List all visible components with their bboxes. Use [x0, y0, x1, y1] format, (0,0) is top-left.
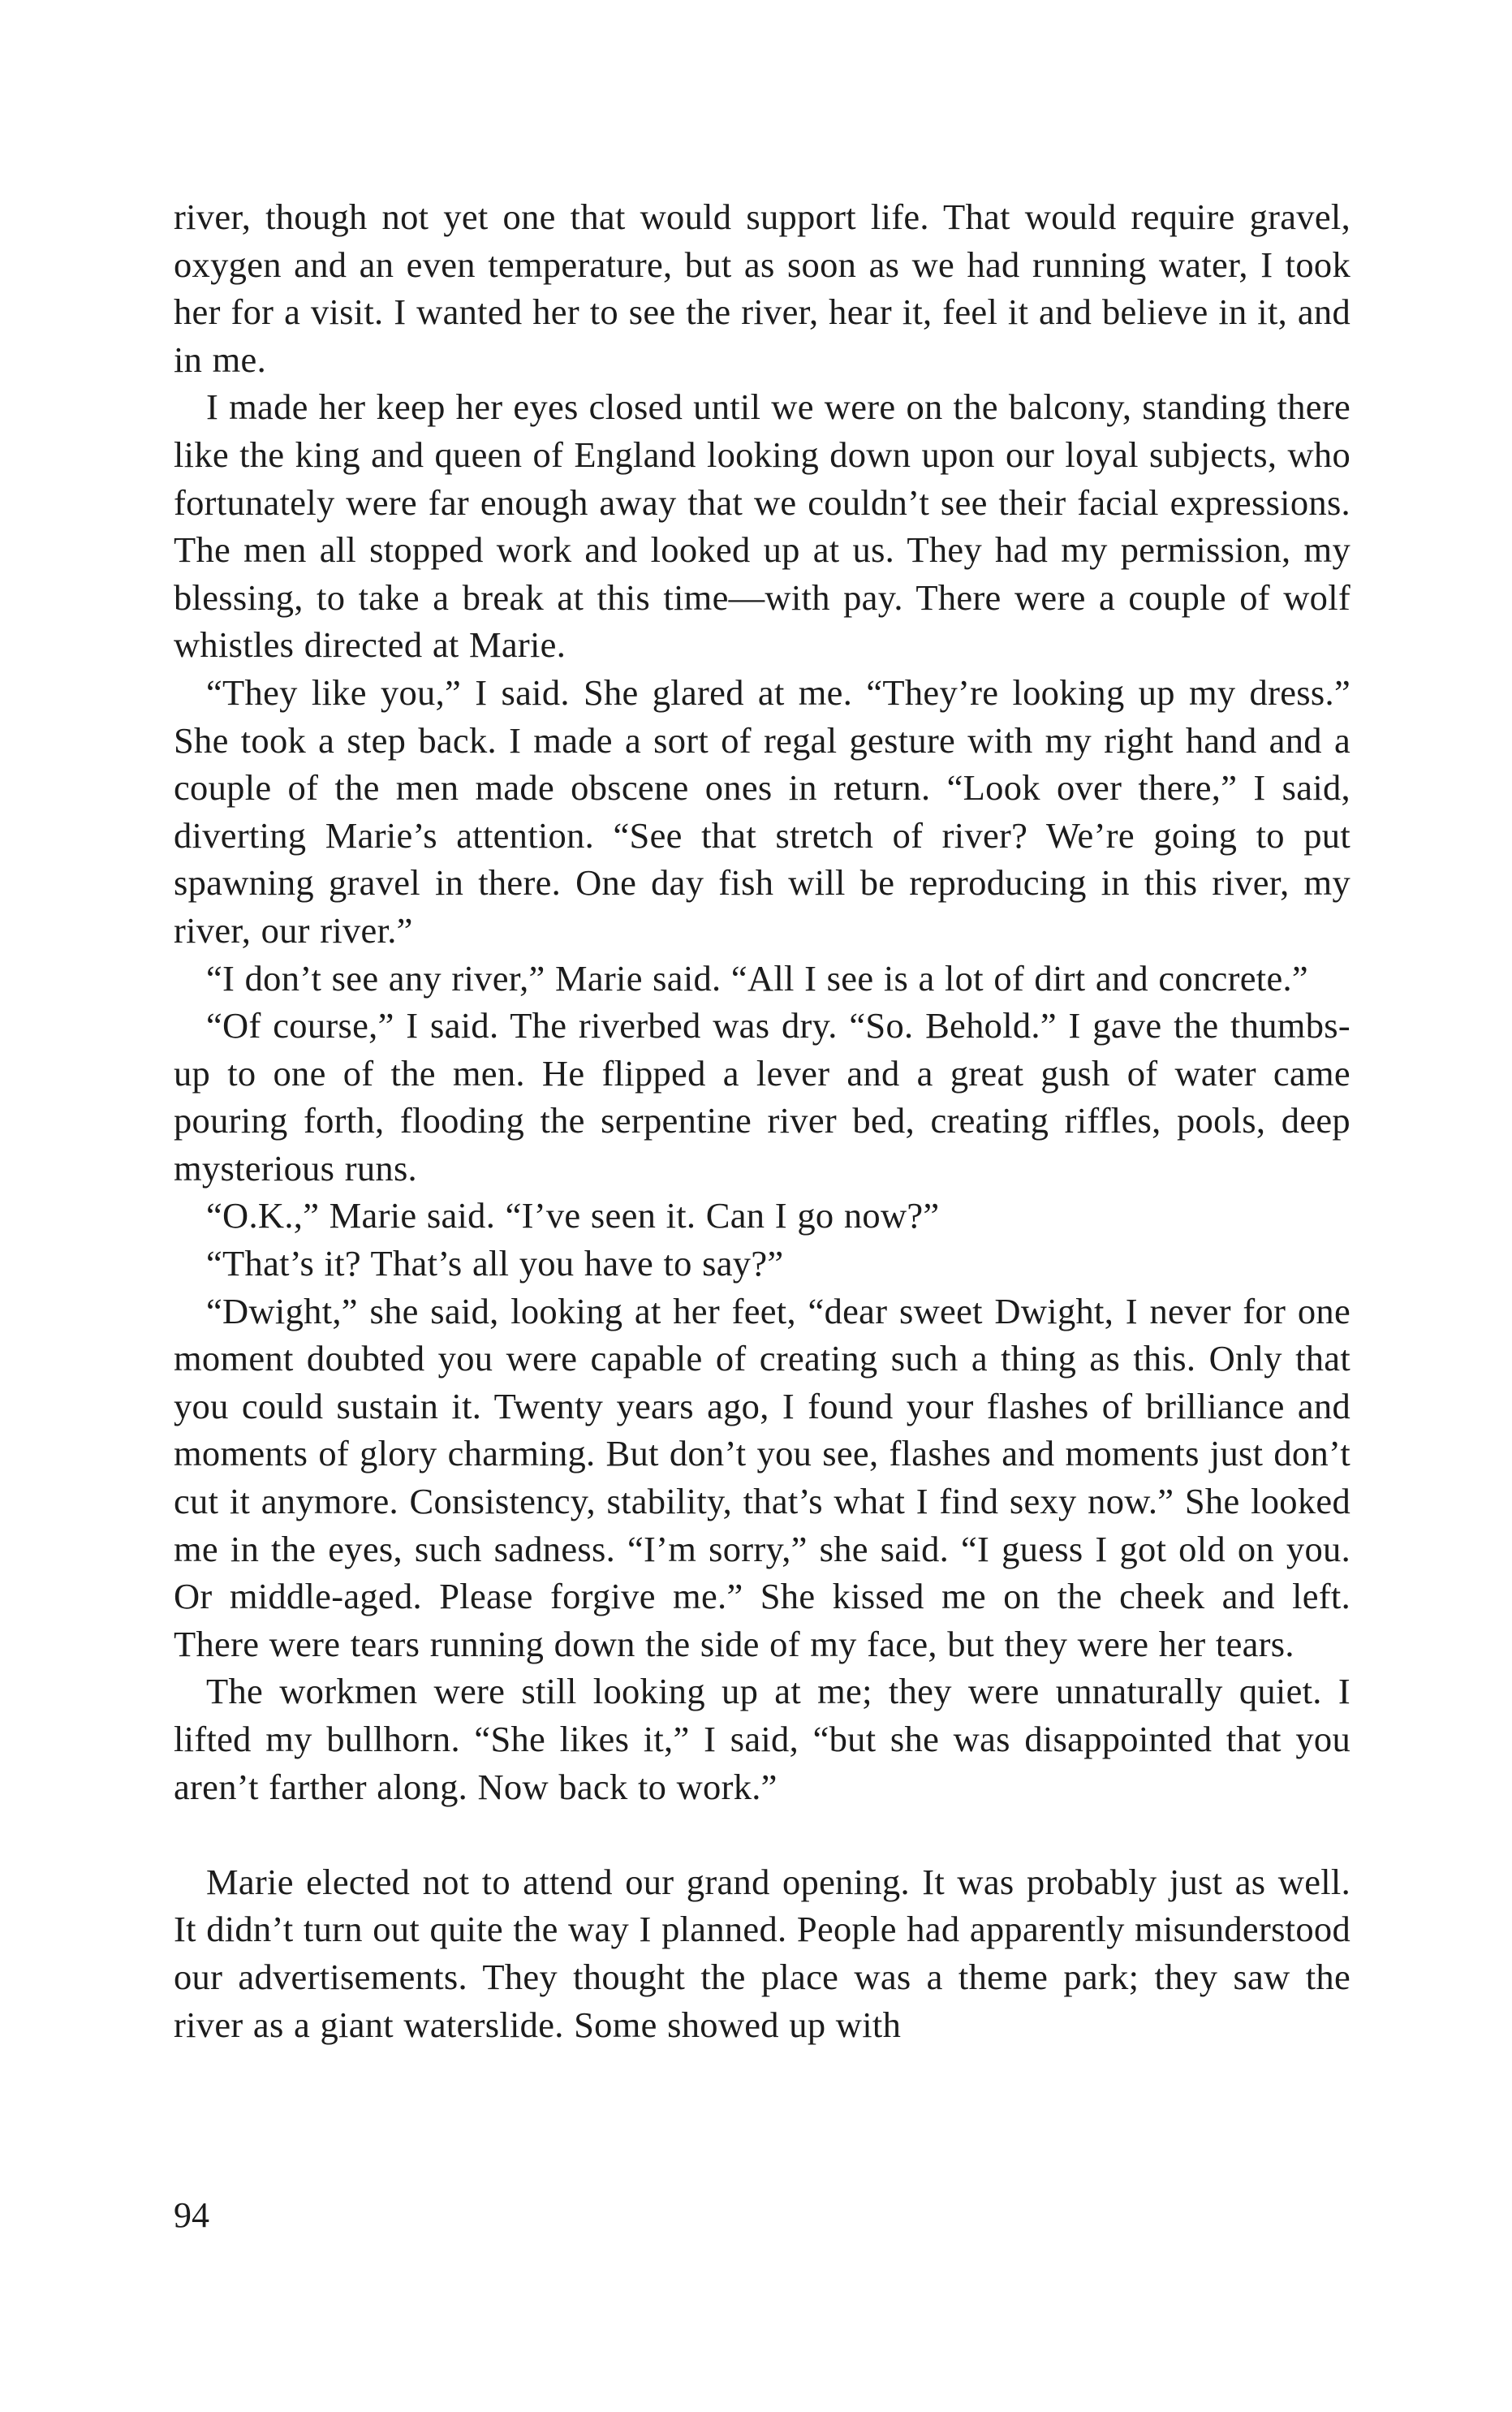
- section-break: [174, 1810, 1350, 1858]
- paragraph-ok: “O.K.,” Marie said. “I’ve seen it. Can I go now?”: [206, 1195, 940, 1236]
- body-text: [174, 193, 1350, 2048]
- paragraph-dont-see-river: “I don’t see any river,” Marie said. “All I see is a lot of dirt and concrete.”: [206, 957, 1308, 999]
- page-number: 94: [174, 2195, 209, 2235]
- paragraph-thats-it: “That’s it? That’s all you have to say?”: [206, 1243, 784, 1284]
- paragraph-balcony: I made her keep her eyes closed until we were on the balcony, standing there like the king and queen of England looking down upon our loyal subjects, who fortunately were far enough away that we couldn’t see their facial expressions. The men all stopped work and looked up at us. They had my permission, my blessing, to take a break at this time—with pay. There were a couple of wolf whistles directed at Marie.: [174, 386, 1350, 666]
- paragraph-workmen: The workmen were still looking up at me; they were unnaturally quiet. I lifted my bullhorn. “She likes it,” I said, “but she was disappointed that you aren’t farther along. Now back to work.”: [174, 1671, 1350, 1807]
- paragraph-they-like-you: “They like you,” I said. She glared at me. “They’re looking up my dress.” She took a step back. I made a sort of regal gesture with my right hand and a couple of the men made obscene ones in return. “Look over there,” I said, diverting Marie’s attention. “See that stretch of river? We’re going to put spawning gravel in there. One day fish will be reproducing in this river, my river, our river.”: [174, 671, 1350, 951]
- paragraph-grand-opening: Marie elected not to attend our grand opening. It was probably just as well. It didn’t turn out quite the way I planned. People had apparently misunderstood our advertisements. They thought the place was a theme park; they saw the river as a giant waterslide. Some showed up with: [174, 1861, 1350, 2045]
- paragraph-continuation: river, though not yet one that would support life. That would require gravel, oxygen and an even temperature, but as soon as we had running water, I took her for a visit. I wanted her to see the river, hear it, feel it and believe in it, and in me.: [174, 196, 1350, 380]
- paragraph-behold: “Of course,” I said. The riverbed was dry. “So. Behold.” I gave the thumbs-up to one of the men. He flipped a lever and a great gush of water came pouring forth, flooding the serpentine river bed, creating riffles, pools, deep mysterious runs.: [174, 1005, 1350, 1189]
- paragraph-dwight: “Dwight,” she said, looking at her feet, “dear sweet Dwight, I never for one moment doubted you were capable of creating such a thing as this. Only that you could sustain it. Twenty years ago, I found your flashes of brilliance and moments of glory charming. But don’t you see, flashes and moments just don’t cut it anymore. Consistency, stability, that’s what I find sexy now.” She looked me in the eyes, such sadness. “I’m sorry,” she said. “I guess I got old on you. Or middle-aged. Please forgive me.” She kissed me on the cheek and left. There were tears running down the side of my face, but they were her tears.: [174, 1290, 1350, 1664]
